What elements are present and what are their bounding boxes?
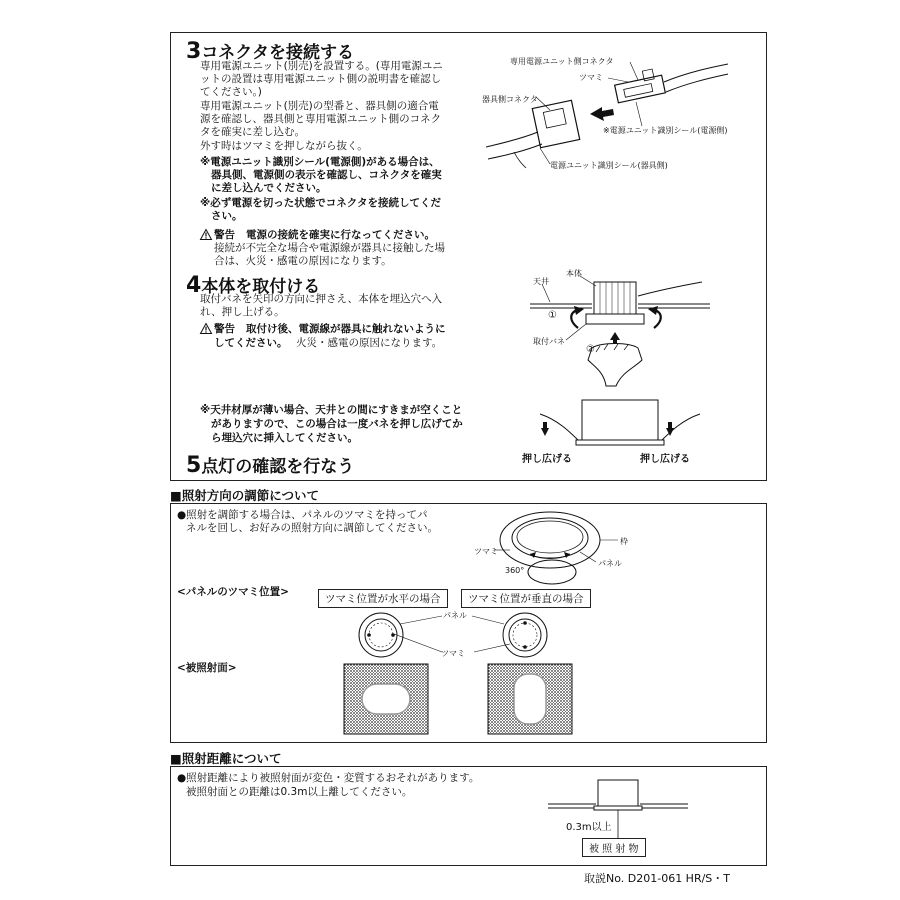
distance-p1-line1: ●照射距離により被照射面が変色・変質するおそれがあります。 <box>177 772 480 784</box>
distance-section-title: ■照射距離について <box>170 751 282 766</box>
label-seal-fixture: 電源ユニット識別シール(器具側) <box>550 161 668 170</box>
step3-warning-head: 電源の接続を確実に行なってください。 <box>246 229 435 241</box>
label-knob-small: ツマミ <box>441 649 465 658</box>
step3-p2-line2: 源を確認し、器具側と専用電源ユニット側のコネク <box>200 113 442 125</box>
step4-note-line3: ら埋込穴に挿入してください。 <box>211 432 358 444</box>
step3-warning-label: 警告 <box>214 229 235 241</box>
label-body: 本体 <box>566 269 582 278</box>
panel-rotation-diagram <box>500 510 620 590</box>
step5-title <box>186 452 354 478</box>
label-frame: 枠 <box>620 537 628 546</box>
label-seal-power: ※電源ユニット識別シール(電源側) <box>603 126 728 135</box>
step3-note2-line1: ※必ず電源を切った状態でコネクタを接続してくだ <box>200 197 441 209</box>
surface-heading: <被照射面> <box>177 662 237 674</box>
step3-note2-line2: さい。 <box>211 210 243 222</box>
step3-note1-line3: に差し込んでください。 <box>211 182 327 194</box>
step3-p1-line2: ットの設置は専用電源ユニット側の説明書を確認し <box>200 73 442 85</box>
distance-label: 0.3m以上 <box>566 822 612 833</box>
object-label: 被 照 射 物 <box>582 838 646 857</box>
step5-title-text: 点灯の確認を行なう <box>201 457 355 477</box>
step3-title-text: コネクタを接続する <box>201 43 354 63</box>
label-360: 360° <box>505 566 525 575</box>
push-wide-diagram <box>530 398 710 458</box>
label-spring: 取付バネ <box>533 337 565 346</box>
step4-note-line2: がありますので、この場合は一度バネを押し広げてか <box>211 418 463 430</box>
direction-p1-line1: ●照射を調節する場合は、パネルのツマミを持ってパ <box>177 509 428 521</box>
warning-triangle-icon <box>200 229 212 240</box>
step4-p1-line1: 取付バネを矢印の方向に押さえ、本体を埋込穴へ入 <box>200 293 443 305</box>
step4-title-text: 本体を取付ける <box>201 277 321 297</box>
step4-warning-label: 警告 <box>214 323 235 335</box>
step3-warning-body-line1: 接続が不完全な場合や電源線が器具に接触した場 <box>214 242 445 254</box>
step3-number: 3 <box>186 39 202 64</box>
step3-note1-line2: 器具側、電源側の表示を確認し、コネクタを確実 <box>211 169 442 181</box>
label-knob-rotation: ツマミ <box>474 547 498 556</box>
knob-position-heading: <パネルのツマミ位置> <box>177 586 289 598</box>
mounting-diagram <box>530 268 710 388</box>
case-vertical-label: ツマミ位置が垂直の場合 <box>461 589 591 608</box>
case-horizontal-label: ツマミ位置が水平の場合 <box>318 589 448 608</box>
label-push-right: 押し広げる <box>640 454 690 465</box>
step4-warning-head-line2: してください。 <box>214 337 288 349</box>
distance-p1-line2: 被照射面との距離は0.3m以上離してください。 <box>186 786 413 798</box>
warning-triangle-icon <box>200 323 212 334</box>
step4-warning-head-line1: 取付け後、電源線が器具に触れないように <box>246 323 446 335</box>
label-panel-small: パネル <box>443 611 467 620</box>
step5-number: 5 <box>186 453 202 478</box>
label-power-connector: 専用電源ユニット側コネクタ <box>510 57 614 66</box>
label-ceiling: 天井 <box>533 277 549 286</box>
label-fixture-connector: 器具側コネクタ <box>482 95 538 104</box>
step4-note-line1: ※天井材厚が薄い場合、天井との間にすきまが空くこと <box>200 404 463 416</box>
label-mark2: ② <box>586 344 595 355</box>
step4-p1-line2: れ、押し上げる。 <box>200 306 285 318</box>
label-knob-connector: ツマミ <box>579 73 603 82</box>
step3-p2-line1: 専用電源ユニット(別売)の型番と、器具側の適合電 <box>200 100 439 112</box>
step3-warning-body-line2: 合は、火災・感電の原因になります。 <box>214 255 392 267</box>
step3-p1-line1: 専用電源ユニット(別売)を設置する。(専用電源ユニ <box>200 60 443 72</box>
step3-p1-line3: てください。) <box>200 86 262 98</box>
direction-section-title: ■照射方向の調節について <box>170 488 320 503</box>
label-mark1: ① <box>548 310 557 321</box>
step3-p2-line3: タを確実に差し込む。 <box>200 126 305 138</box>
step4-number: 4 <box>186 273 202 298</box>
surface-horizontal <box>344 664 428 734</box>
doc-number: 取説No. D201-061 HR/S・T <box>584 872 731 885</box>
step3-note1-line1: ※電源ユニット識別シール(電源側)がある場合は、 <box>200 156 440 168</box>
label-push-left: 押し広げる <box>522 454 572 465</box>
direction-p1-line2: ネルを回し、お好みの照射方向に調節してください。 <box>186 522 438 534</box>
surface-vertical <box>488 664 572 734</box>
step4-warning-tail: 火災・感電の原因になります。 <box>296 337 443 349</box>
label-panel-rotation: パネル <box>598 559 622 568</box>
step3-p3: 外す時はツマミを押しながら抜く。 <box>200 140 368 152</box>
